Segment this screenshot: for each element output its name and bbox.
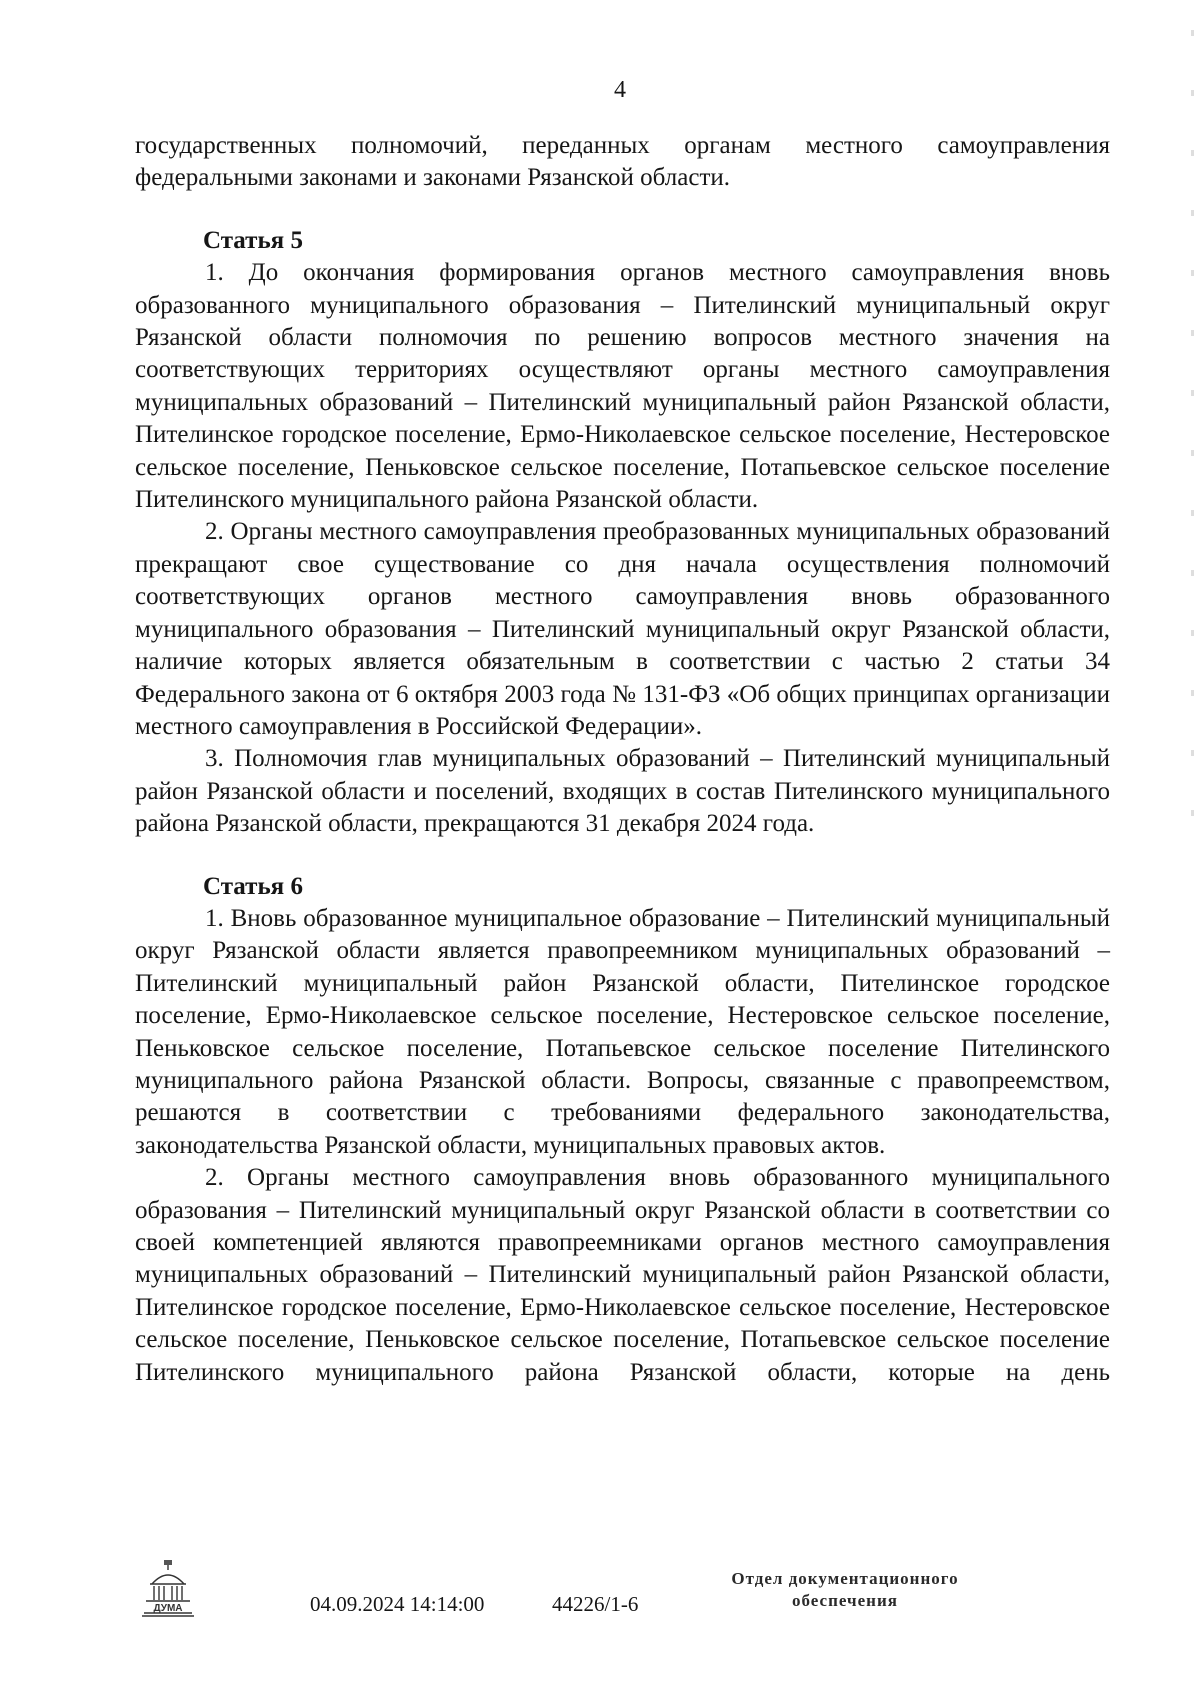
department-stamp xyxy=(700,1568,990,1612)
article-heading: Статья 6 xyxy=(203,872,303,900)
page-number: 4 xyxy=(614,77,626,103)
article-6-paragraph-2: 2. Органы местного самоуправления вновь образованного муниципального образования – Пителинский муниципальный округ Рязанской области в соответствии со своей компетенцией являются правопреемниками органов местного самоуправления муниципальных образований – Пителинский муниципальный район Рязанской области, Пителинское городское поселение, Ермо-Николаевское сельское поселение, Нестеровское сельское поселение, Пеньковское сельское поселение, Потапьевское сельское поселение Пителинского муниципального района Рязанской области, которые на день xyxy=(135,1164,1110,1386)
footer-registration-number: 44226/1-6 xyxy=(552,1592,639,1616)
article-6 xyxy=(135,871,1110,1390)
section-gap xyxy=(135,195,1110,225)
article-5-paragraph-1: 1. До окончания формирования органов местного самоуправления вновь образованного муниципального образования – Пителинский муниципальный округ Рязанской области полномочия по решению вопросов местного значения на соответствующих территориях осуществляют органы местного самоуправления муниципальных образований – Пителинский муниципальный район Рязанской области, Пителинское городское поселение, Ермо-Николаевское сельское поселение, Нестеровское сельское поселение, Пеньковское сельское поселение, Потапьевское сельское поселение Пителинского муниципального района Рязанской области. xyxy=(135,259,1110,514)
article-5-paragraph-2: 2. Органы местного самоуправления преобразованных муниципальных образований прекращают свое существование со дня начала осуществления полномочий соответствующих органов местного самоуправления вновь образованного муниципального образования – Пителинский муниципальный округ Рязанской области, наличие которых является обязательным в соответствии с частью 2 статьи 34 Федерального закона от 6 октября 2003 года № 131-ФЗ «Об общих принципах организации местного самоуправления в Российской Федерации». xyxy=(135,518,1110,740)
article-heading: Статья 5 xyxy=(203,226,303,254)
intro-paragraph: государственных полномочий, переданных органам местного самоуправления федеральными законами и законами Рязанской области. xyxy=(135,132,1110,192)
article-5-paragraph-3: 3. Полномочия глав муниципальных образований – Пителинский муниципальный район Рязанской области и поселений, входящих в состав Пителинского муниципального района Рязанской области, прекращаются 31 декабря 2024 года. xyxy=(135,745,1110,838)
document-body xyxy=(135,130,1110,1389)
section-gap xyxy=(135,841,1110,871)
scan-edge-marks xyxy=(1191,30,1194,850)
department-stamp-line-1: Отдел документационного xyxy=(731,1569,959,1588)
article-5 xyxy=(135,225,1110,841)
article-6-paragraph-1: 1. Вновь образованное муниципальное образование – Пителинский муниципальный округ Рязанской области является правопреемником муниципальных образований – Пителинский муниципальный район Рязанской области, Пителинское городское поселение, Ермо-Николаевское сельское поселение, Нестеровское сельское поселение, Пеньковское сельское поселение, Потапьевское сельское поселение Пителинского муниципального района Рязанской области. Вопросы, связанные с правопреемством, решаются в соответствии с требованиями федерального законодательства, законодательства Рязанской области, муниципальных правовых актов. xyxy=(135,904,1110,1159)
footer-timestamp: 04.09.2024 14:14:00 xyxy=(310,1592,485,1616)
duma-building-icon xyxy=(140,1558,196,1620)
department-stamp-line-2: обеспечения xyxy=(792,1591,898,1610)
svg-text:ДУМА: ДУМА xyxy=(153,1603,183,1614)
